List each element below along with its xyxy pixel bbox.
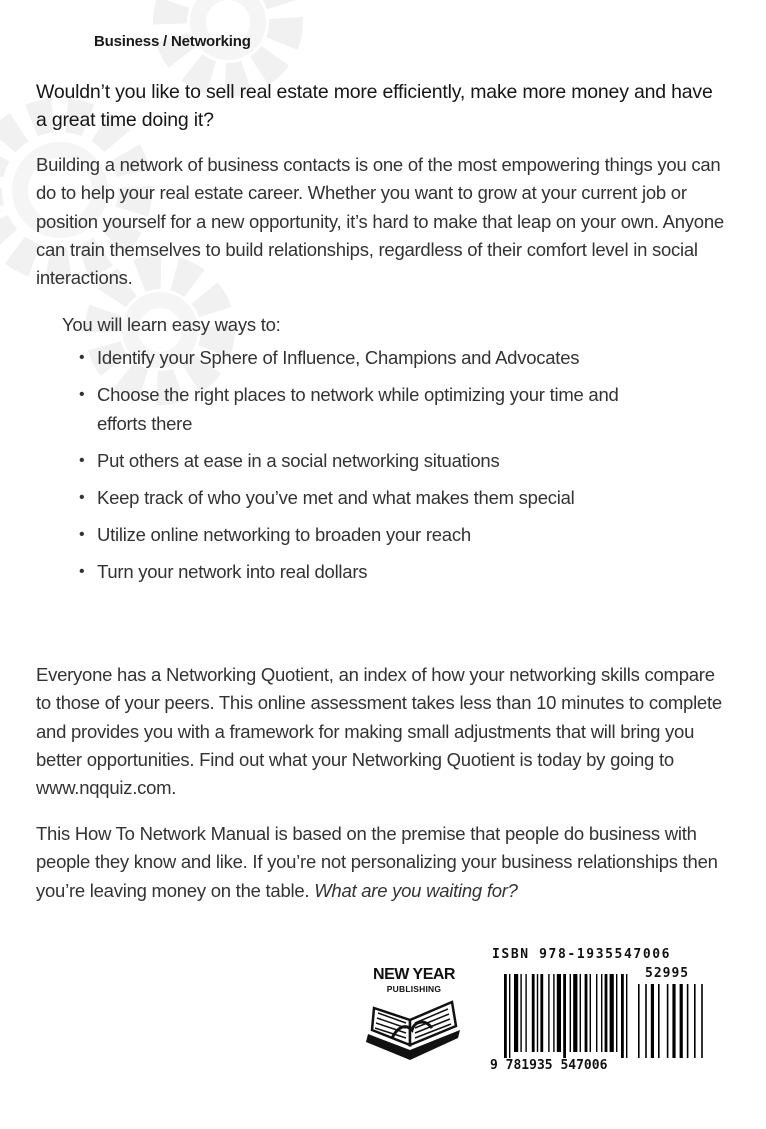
barcode-bar (563, 974, 566, 1058)
barcode-bar (532, 974, 535, 1052)
quotient-paragraph: Everyone has a Networking Quotient, an index of how your networking skills compare to those of your peers. This online assessment takes less than 10 minutes to complete and provides you with a framework for making small adjustments that will bring you better opportunities. Find out what your Networking Quotient is today by going to www.nqquiz.com. (36, 664, 722, 799)
barcode-bar (585, 974, 588, 1052)
barcode-bar (553, 974, 554, 1052)
list-item-text: Identify your Sphere of Influence, Champions and Advocates (97, 347, 580, 368)
publisher-name: NEW YEAR (373, 966, 455, 983)
closing-italic: What are you waiting for? (314, 879, 518, 901)
list-item-text: Turn your network into real dollars (97, 560, 368, 582)
list-item-text: Utilize online networking to broaden your reach (97, 523, 471, 545)
barcode-bar (509, 974, 510, 1058)
barcode-addon-bar (680, 984, 683, 1058)
bullet-icon: • (79, 386, 85, 403)
barcode-bar (540, 974, 543, 1052)
barcode-addon-bar (687, 984, 689, 1058)
list-item (62, 558, 622, 587)
barcode-bar (601, 974, 602, 1052)
list-item (62, 381, 622, 438)
barcode-bar (605, 974, 608, 1052)
barcode-bar (610, 974, 614, 1052)
barcode-addon-bar (701, 984, 703, 1058)
barcode-bar (537, 974, 538, 1052)
list-item (62, 521, 622, 550)
barcode-addon-bar (694, 984, 696, 1058)
list-item (62, 344, 622, 373)
price-code: 52995 (645, 966, 690, 981)
closing-paragraph (36, 820, 726, 905)
barcode-bar (596, 974, 597, 1052)
closing-text: This How To Network Manual is based on the premise that people do business with people they know and like. If you’re not personalizing your business relationships then you’re leaving money on the table. (36, 823, 718, 901)
learn-list (62, 344, 622, 595)
barcode-bar (580, 974, 581, 1052)
barcode-bar (590, 974, 591, 1052)
list-item-text: Choose the right places to network while optimizing your time and efforts there (97, 384, 619, 434)
bullet-icon: • (79, 562, 85, 580)
bullet-icon: • (79, 349, 85, 366)
list-item (62, 484, 622, 513)
publisher-logo (354, 966, 474, 1062)
barcode-bar (557, 974, 561, 1052)
barcode-bar (548, 974, 549, 1052)
barcode-addon-bar (672, 984, 675, 1058)
list-item-text: Put others at ease in a social networking situations (97, 449, 500, 471)
barcode-bar (570, 974, 571, 1052)
ean-digits: 9 781935 547006 (490, 1058, 608, 1073)
barcode-addon-bar (667, 984, 669, 1058)
barcode-bar (621, 974, 624, 1058)
barcode-addon-bar (651, 984, 654, 1058)
publisher-subtitle: PUBLISHING (386, 984, 442, 994)
barcode-bar (573, 974, 577, 1052)
list-item (62, 447, 622, 476)
bullet-icon: • (79, 451, 85, 469)
barcode-addon-bar (638, 984, 640, 1058)
barcode-bar (504, 974, 507, 1058)
barcode-addon-bar (645, 984, 647, 1058)
learn-intro: You will learn easy ways to: (62, 314, 281, 335)
barcode-bar (616, 974, 617, 1052)
category-label: Business / Networking (94, 33, 251, 50)
barcode-bar (626, 974, 627, 1058)
barcode-bar (514, 974, 518, 1052)
bullet-icon: • (79, 525, 85, 543)
barcode-addon-bar (658, 984, 660, 1058)
intro-paragraph: Building a network of business contacts is one of the most empowering things you can do to help your real estate career. Whether you want to grow at your current job or position yourself for a new opportunity, it’s hard to make that leap on your own. Anyone can train themselves to build relationships, regardless of their comfort level in social interactions. (36, 154, 724, 289)
headline: Wouldn’t you like to sell real estate more efficiently, make more money and have a great time doing it? (36, 81, 713, 131)
isbn-label: ISBN 978-1935547006 (492, 947, 672, 962)
barcode-bar (520, 974, 521, 1052)
barcode-bar (525, 974, 526, 1052)
list-item-text: Keep track of who you’ve met and what makes them special (97, 486, 575, 508)
bullet-icon: • (79, 488, 85, 506)
open-book-icon (362, 1000, 466, 1062)
